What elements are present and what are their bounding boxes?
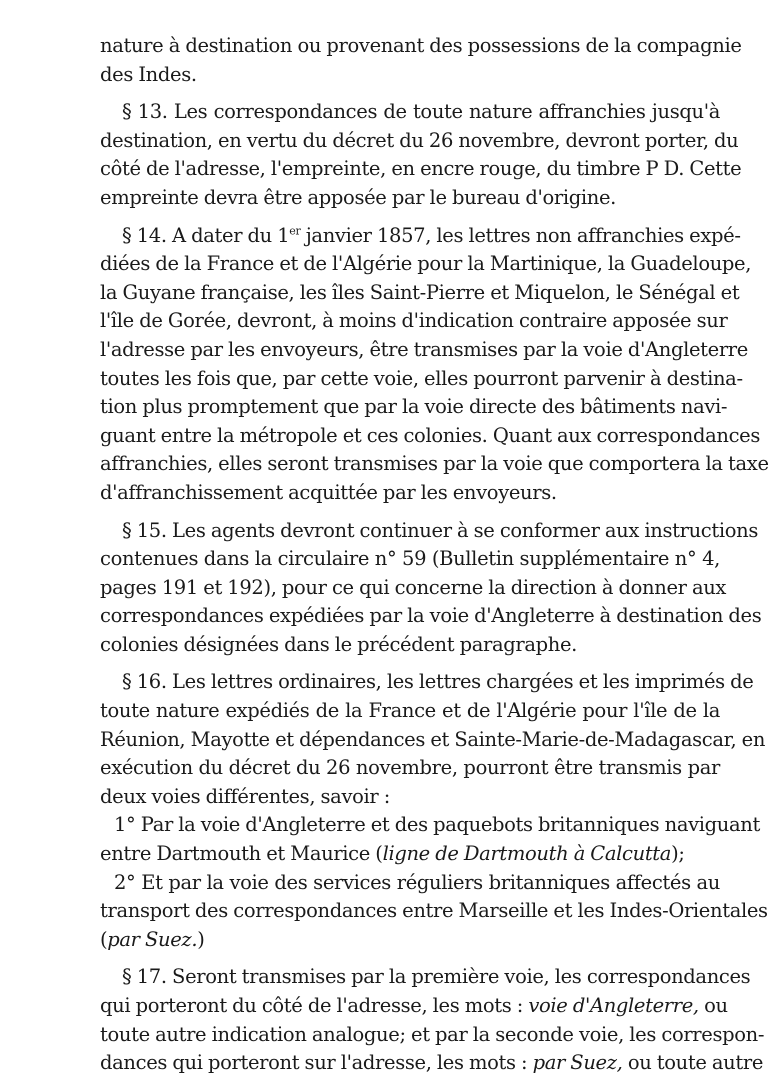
text-segment: ); xyxy=(671,842,685,866)
text-line: 1° Par la voie d'Angleterre et des paquebots britanniques naviguant xyxy=(114,813,760,837)
text-line: contenues dans la circulaire n° 59 (Bulletin supplémentaire n° 4, xyxy=(100,547,720,571)
list-item-1 xyxy=(100,811,760,868)
text-line: la Guyane française, les îles Saint-Pierre et Miquelon, le Sénégal et xyxy=(100,280,740,304)
text-line: deux voies différentes, savoir : xyxy=(100,784,390,808)
text-line: § 17. Seront transmises par la première voie, les correspondances xyxy=(122,965,751,989)
paragraph-section-16 xyxy=(100,668,766,811)
text-line: § 16. Les lettres ordinaires, les lettres chargées et les imprimés de xyxy=(122,670,754,694)
text-line xyxy=(100,1049,764,1078)
text-line: colonies désignées dans le précédent paragraphe. xyxy=(100,632,578,656)
text-line xyxy=(100,992,728,1021)
text-line: Réunion, Mayotte et dépendances et Sainte-Marie-de-Madagascar, en xyxy=(100,727,766,751)
italic-text: ligne de Dartmouth à Calcutta xyxy=(382,842,672,866)
text-line: l'île de Gorée, devront, à moins d'indication contraire apposée sur xyxy=(100,309,728,333)
italic-text: voie d'Angleterre, xyxy=(528,994,699,1017)
text-line: destination, en vertu du décret du 26 novembre, devront porter, du xyxy=(100,128,739,152)
text-segment: ) xyxy=(197,927,205,951)
text-line: côté de l'adresse, l'empreinte, en encre rouge, du timbre P D. Cette xyxy=(100,157,742,181)
text-line: exécution du décret du 26 novembre, pourront être transmis par xyxy=(100,756,720,780)
text-line xyxy=(100,222,741,251)
text-segment: ou xyxy=(698,994,728,1017)
text-segment: ( xyxy=(100,927,108,951)
superscript: er xyxy=(289,224,301,238)
text-segment: ou toute autre xyxy=(622,1051,764,1075)
text-line: guant entre la métropole et ces colonies. Quant aux correspondances xyxy=(100,423,761,447)
paragraph-continuation xyxy=(100,32,742,89)
text-line: diées de la France et de l'Algérie pour la Martinique, la Guadeloupe, xyxy=(100,252,752,276)
text-segment: qui porteront du côté de l'adresse, les mots : xyxy=(100,994,529,1017)
paragraph-section-13 xyxy=(100,98,742,212)
text-line: § 15. Les agents devront continuer à se conformer aux instructions xyxy=(122,518,758,542)
text-line: pages 191 et 192), pour ce qui concerne la direction à donner aux xyxy=(100,575,727,599)
text-segment: janvier 1857, les lettres non affranchies expé- xyxy=(300,223,741,247)
text-line: affranchies, elles seront transmises par la voie que comportera la taxe xyxy=(100,452,769,476)
text-line: toutes les fois que, par cette voie, elles pourront parvenir à destina- xyxy=(100,366,743,390)
document-page xyxy=(100,32,769,1078)
text-line xyxy=(100,840,720,869)
text-line: l'adresse par les envoyeurs, être transmises par la voie d'Angleterre xyxy=(100,337,748,361)
text-line: des Indes. xyxy=(100,62,197,86)
text-line: empreinte devra être apposée par le bureau d'origine. xyxy=(100,185,616,209)
text-line xyxy=(100,926,720,955)
text-line: 2° Et par la voie des services réguliers britanniques affectés au xyxy=(114,870,720,894)
text-line: toute autre indication analogue; et par la seconde voie, les correspon- xyxy=(100,1022,765,1046)
italic-text: par Suez, xyxy=(532,1051,623,1075)
text-line: § 13. Les correspondances de toute nature affranchies jusqu'à xyxy=(122,100,720,124)
text-line: d'affranchissement acquittée par les envoyeurs. xyxy=(100,480,557,504)
text-segment: entre Dartmouth et Maurice ( xyxy=(100,842,383,866)
italic-text: par Suez. xyxy=(107,927,198,951)
text-line: nature à destination ou provenant des possessions de la compagnie xyxy=(100,34,742,57)
paragraph-section-17 xyxy=(100,963,765,1077)
text-line: tion plus promptement que par la voie directe des bâtiments navi- xyxy=(100,395,728,419)
list-item-2 xyxy=(100,869,768,955)
text-segment: dances qui porteront sur l'adresse, les mots : xyxy=(100,1051,533,1075)
paragraph-section-14 xyxy=(100,222,769,508)
text-line: correspondances expédiées par la voie d'Angleterre à destination des xyxy=(100,604,762,628)
text-segment: § 14. A dater du 1 xyxy=(122,223,290,247)
text-line: toute nature expédiés de la France et de l'Algérie pour l'île de la xyxy=(100,699,720,723)
text-line: transport des correspondances entre Marseille et les Indes-Orientales xyxy=(100,899,768,923)
paragraph-section-15 xyxy=(100,517,762,660)
